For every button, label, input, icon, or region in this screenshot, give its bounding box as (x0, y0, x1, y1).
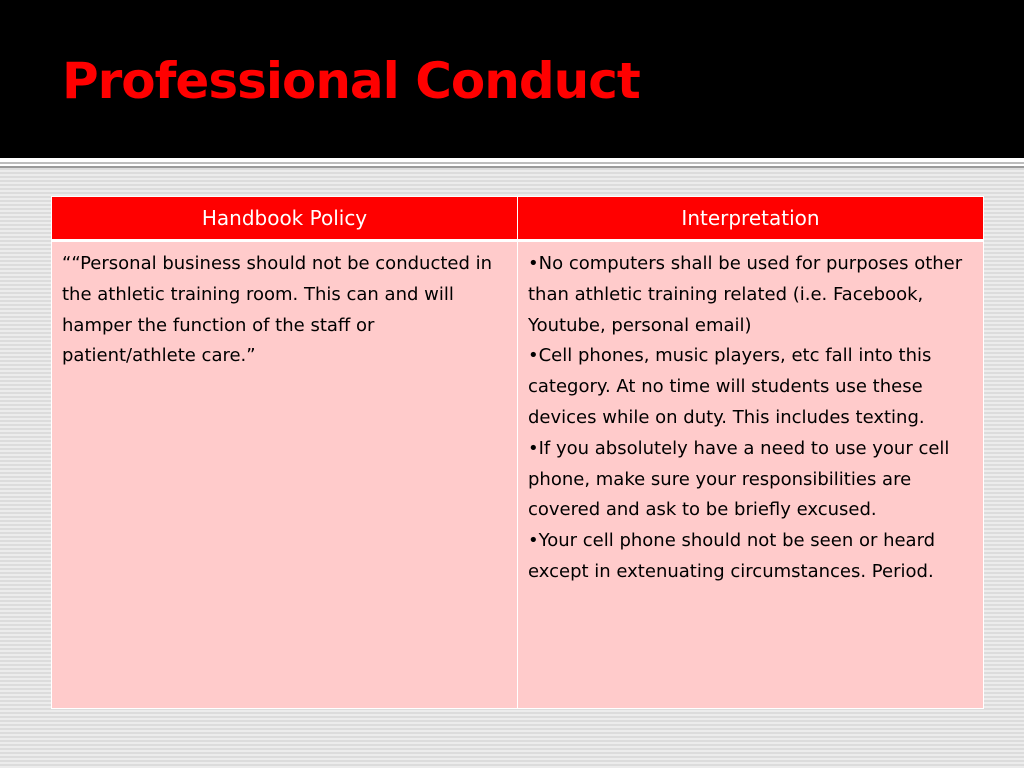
policy-table (51, 196, 984, 709)
column-header-handbook-policy: Handbook Policy (52, 197, 518, 241)
table-header-row (52, 197, 984, 241)
title-divider (0, 158, 1024, 168)
interpretation-point: •If you absolutely have a need to use your cell phone, make sure your responsibilities are covered and ask to be briefly excused. (528, 437, 950, 521)
column-header-interpretation: Interpretation (518, 197, 984, 241)
slide-title: Professional Conduct (62, 52, 640, 110)
interpretation-point: •Your cell phone should not be seen or heard except in extenuating circumstances. Period. (528, 530, 936, 582)
interpretation-point: •No computers shall be used for purposes other than athletic training related (i.e. Facebook, Youtube, personal email) (528, 253, 963, 336)
table-row (52, 241, 984, 709)
policy-cell: ““Personal business should not be conducted in the athletic training room. This can and will hamper the function of the staff or patient/athlete care.” (52, 241, 518, 709)
interpretation-point: •Cell phones, music players, etc fall into this category. At no time will students use these devices while on duty. This includes texting. (528, 345, 932, 428)
interpretation-cell (518, 241, 984, 709)
